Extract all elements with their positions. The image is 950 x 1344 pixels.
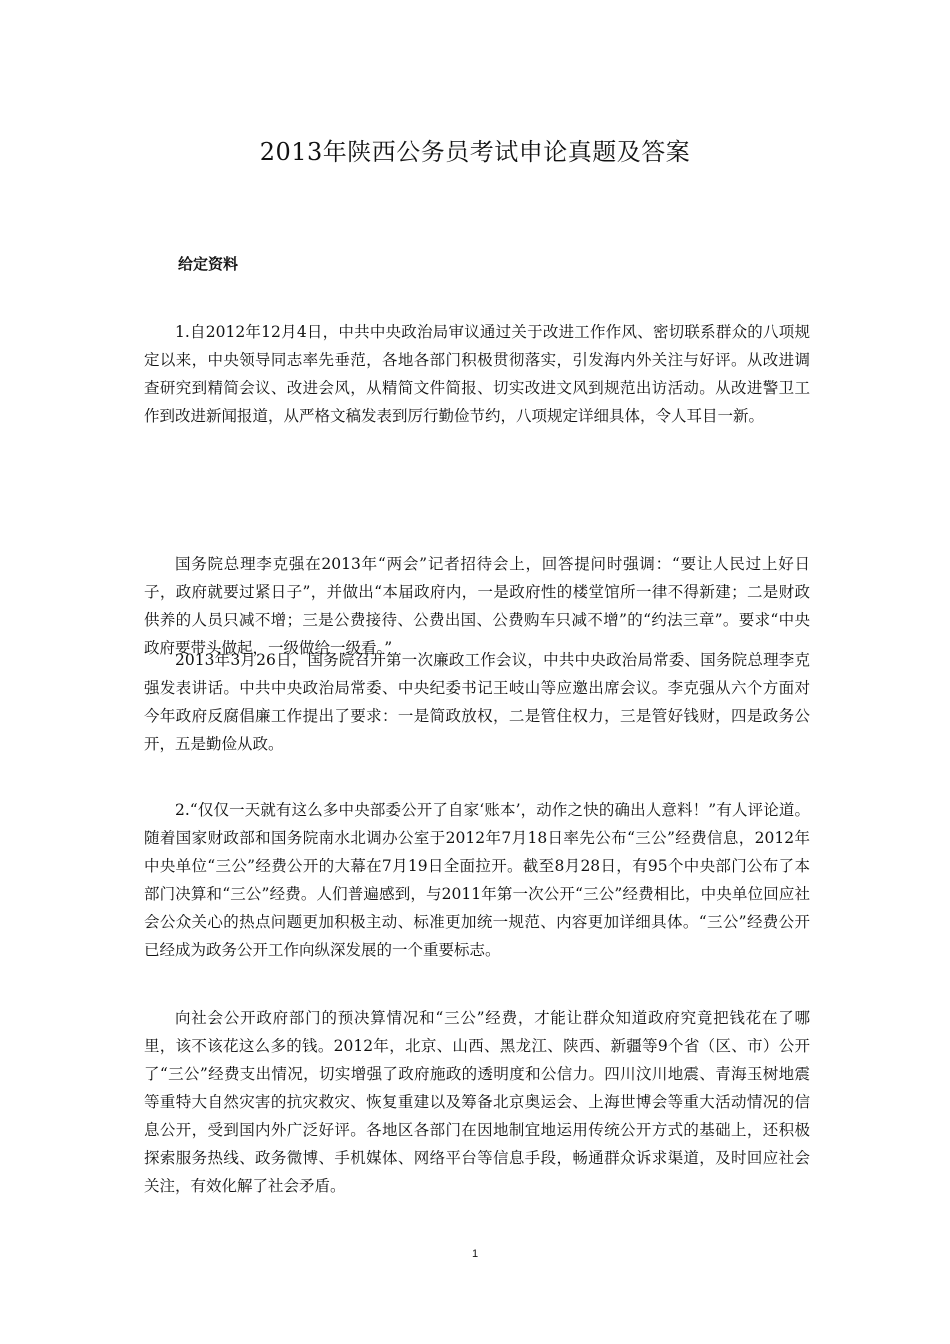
paragraph-5: 向社会公开政府部门的预决算情况和“三公”经费，才能让群众知道政府究竟把钱花在了哪里，该不该花这么多的钱。2012年，北京、山西、黑龙江、陕西、新疆等9个省（区、市）公开了“三公”经费支出情况，切实增强了政府施政的透明度和公信力。四川汶川地震、青海玉树地震等重特大自然灾害的抗灾救灾、恢复重建以及筹备北京奥运会、上海世博会等重大活动情况的信息公开，受到国内外广泛好评。各地区各部门在因地制宜地运用传统公开方式的基础上，还积极探索服务热线、政务微博、手机媒体、网络平台等信息手段，畅通群众诉求渠道，及时回应社会关注，有效化解了社会矛盾。 <box>144 1009 810 1195</box>
page-number: 1 <box>471 1248 479 1260</box>
paragraph-1: 1.自2012年12月4日，中共中央政治局审议通过关于改进工作作风、密切联系群众的八项规定以来，中央领导同志率先垂范，各地各部门积极贯彻落实，引发海内外关注与好评。从改进调查研究到精简会议、改进会风，从精简文件简报、切实改进文风到规范出访活动。从改进警卫工作到改进新闻报道，从严格文稿发表到厉行勤俭节约，八项规定详细具体，令人耳目一新。 <box>144 323 810 425</box>
paragraph-2: 国务院总理李克强在2013年“两会”记者招待会上，回答提问时强调：“要让人民过上好日子，政府就要过紧日子”，并做出“本届政府内，一是政府性的楼堂馆所一律不得新建；二是财政供养的人员只减不增；三是公费接待、公费出国、公费购车只减不增”的“约法三章”。要求“中央政府要带头做起，一级做给一级看。” <box>144 555 810 657</box>
paragraph-3: 2013年3月26日，国务院召开第一次廉政工作会议，中共中央政治局常委、国务院总理李克强发表讲话。中共中央政治局常委、中央纪委书记王岐山等应邀出席会议。李克强从六个方面对今年政府反腐倡廉工作提出了要求：一是简政放权，二是管住权力，三是管好钱财，四是政务公开，五是勤俭从政。 <box>144 651 810 753</box>
document-title: 2013年陕西公务员考试申论真题及答案 <box>259 138 691 166</box>
paragraph-4: 2.“仅仅一天就有这么多中央部委公开了自家‘账本’，动作之快的确出人意料！”有人评论道。随着国家财政部和国务院南水北调办公室于2012年7月18日率先公布“三公”经费信息，2012年中央单位“三公”经费公开的大幕在7月19日全面拉开。截至8月28日，有95个中央部门公布了本部门决算和“三公”经费。人们普遍感到，与2011年第一次公开“三公”经费相比，中央单位回应社会公众关心的热点问题更加积极主动、标准更加统一规范、内容更加详细具体。“三公”经费公开已经成为政务公开工作向纵深发展的一个重要标志。 <box>144 801 810 959</box>
section-heading: 给定资料 <box>178 255 239 273</box>
